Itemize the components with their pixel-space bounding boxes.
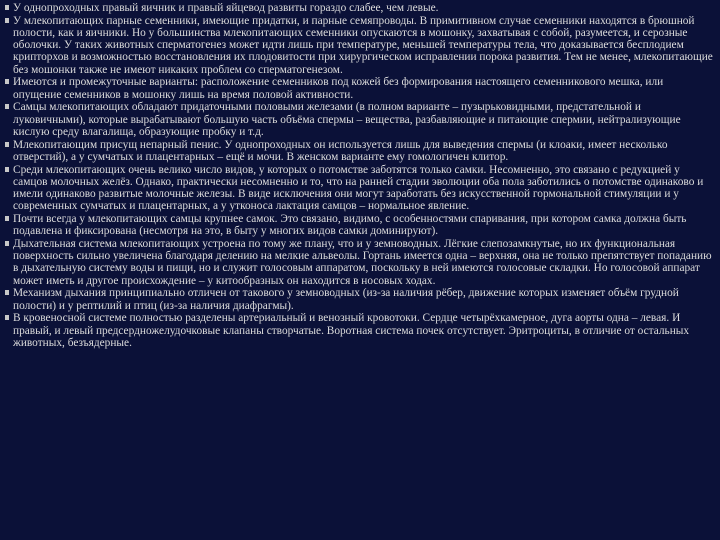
paragraph (5, 213, 713, 237)
bullet-icon (5, 216, 9, 221)
paragraph (5, 238, 713, 287)
bullet-icon (5, 79, 9, 84)
bullet-icon (5, 18, 9, 23)
paragraph-text: Самцы млекопитающих обладают придаточными половыми железами (в полном варианте – пузырьковидными, предстательной и луковичными), которые вырабатывают большую часть объёма спермы – вещества, разбавляющие и питающие спермии, нейтрализующие кислую среду влагалища, образующие пробку и т.д. (13, 101, 681, 138)
paragraph-text: У однопроходных правый яичник и правый яйцевод развиты гораздо слабее, чем левые. (13, 2, 439, 14)
paragraph-text: У млекопитающих парные семенники, имеющие придатки, и парные семяпроводы. В примитивном случае семенники находятся в брюшной полости, как и яичники. Но у большинства млекопитающих семенники опускаются в мошонку, захватывая с собой, разумеется, и серозные оболочки. У таких животных сперматогенез может идти лишь при температуре, меньшей температуры тела, что доказывается бесплодием крипторхов и возможностью восстановления их плодовитости при хирургическом исправлении порока развития. Тем не менее, млекопитающие без мошонки также не имеют никаких проблем со сперматогенезом. (13, 14, 713, 76)
paragraph (5, 101, 713, 138)
paragraph-text: Млекопитающим присущ непарный пенис. У однопроходных он используется лишь для выведения спермы (и клоаки, имеет несколько отверстий), а у сумчатых и плацентарных – ещё и мочи. В женском варианте ему гомологичен клитор. (13, 138, 668, 163)
paragraph (5, 2, 713, 14)
paragraph (5, 139, 713, 163)
bullet-icon (5, 142, 9, 147)
paragraph-text: Почти всегда у млекопитающих самцы крупнее самок. Это связано, видимо, с особенностями спаривания, при котором самка должна быть подавлена и фиксирована (несмотря на это, в быту у многих видов самки доминируют). (13, 213, 687, 238)
bullet-icon (5, 167, 9, 172)
bullet-icon (5, 241, 9, 246)
paragraph-text: Механизм дыхания принципиально отличен от такового у земноводных (из-за наличия рёбер, движение которых изменяет объём грудной полости) и у рептилий и птиц (из-за наличия диафрагмы). (13, 287, 679, 312)
bullet-icon (5, 5, 9, 10)
paragraph-text: Имеются и промежуточные варианты: расположение семенников под кожей без формирования настоящего семенникового мешка, или опущение семенников в мошонку лишь на время половой активности. (13, 76, 664, 101)
slide-text-body (5, 2, 713, 350)
paragraph (5, 312, 713, 349)
paragraph-text: Дыхательная система млекопитающих устроена по тому же плану, что и у земноводных. Лёгкие слепозамкнутые, но их функциональная поверхность сильно увеличена благодаря делению на мелкие альвеолы. Гортань имеется одна – верхняя, она не только препятствует попаданию в дыхательную систему воды и пищи, но и служит голосовым аппаратом, поскольку в ней имеются голосовые складки. Но голосовой аппарат может иметь и другое происхождение – у китообразных он находится в носовых ходах. (13, 238, 712, 287)
paragraph (5, 76, 713, 100)
paragraph (5, 15, 713, 76)
paragraph (5, 287, 713, 311)
paragraph-text: Среди млекопитающих очень велико число видов, у которых о потомстве заботятся только самки. Несомненно, это связано с редукцией у самцов молочных желёз. Однако, практически несомненно и то, что на ранней стадии эволюции оба пола заботились о потомстве одинаково и имели одинаково развитые молочные железы. В виде исключения они могут заработать без искусственной гормональной стимуляции и у современных сумчатых и плацентарных, а у утконоса лактация самцов – нормальное явление. (13, 163, 704, 213)
bullet-icon (5, 104, 9, 109)
bullet-icon (5, 315, 9, 320)
bullet-icon (5, 290, 9, 295)
paragraph-text: В кровеносной системе полностью разделены артериальный и венозный кровотоки. Сердце четырёхкамерное, дуга аорты одна – левая. И правый, и левый предсердножелудочковые клапаны створчатые. Воротная система почек отсутствует. Эритроциты, в отличие от остальных животных, безъядерные. (13, 312, 690, 349)
paragraph (5, 164, 713, 213)
